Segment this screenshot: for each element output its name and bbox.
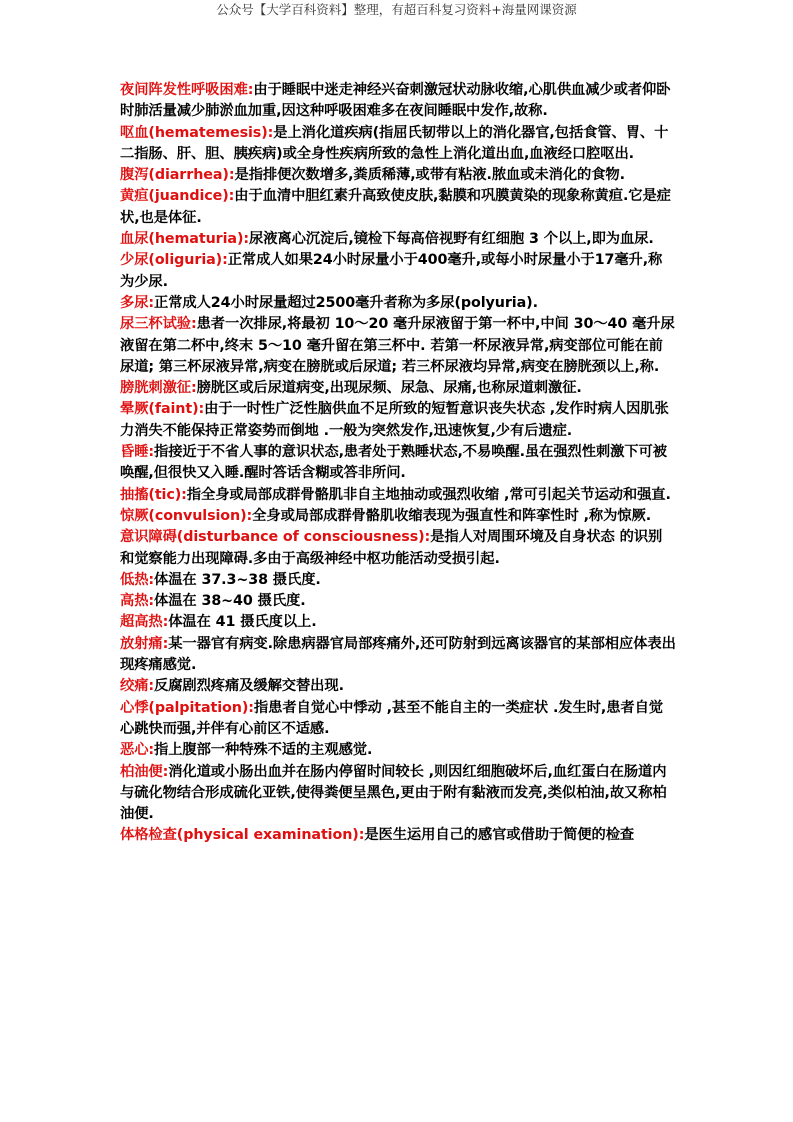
entry-term: 恶心: <box>120 742 155 759</box>
entry-tarry-stool <box>120 762 676 826</box>
entry-term: 少尿(oliguria): <box>120 252 228 269</box>
entry-low-fever <box>120 570 676 591</box>
entry-term: 高热: <box>120 593 155 610</box>
entry-term: 血尿(hematuria): <box>120 231 250 248</box>
entry-term: 超高热: <box>120 614 169 631</box>
entry-definition: 消化道或小肠出血并在肠内停留时间较长 ,则因红细胞破坏后,血红蛋白在肠道内与硫化物结合形成硫化亚铁,使得粪便呈黑色,更由于附有黏液而发亮,类似柏油,故又称柏油便. <box>120 763 667 823</box>
entry-definition: 是上消化道疾病(指屈氏韧带以上的消化器官,包括食管、胃、十二指肠、肝、胆、胰疾病)或全身性疾病所致的急性上消化道出血,血液经口腔呕出. <box>120 124 669 162</box>
entry-colic <box>120 676 676 697</box>
entry-definition: 指接近于不省人事的意识状态,患者处于熟睡状态,不易唤醒.虽在强烈性刺激下可被唤醒,但很快又入睡.醒时答话含糊或答非所问. <box>120 444 667 482</box>
entry-bladder-irritation <box>120 378 676 399</box>
entry-term: 抽搐(tic): <box>120 486 187 503</box>
entry-jaundice <box>120 186 676 229</box>
entry-definition: 指上腹部一种特殊不适的主观感觉. <box>154 742 373 759</box>
entry-definition: 体温在 38~40 摄氏度. <box>154 593 306 610</box>
entry-hematuria <box>120 229 676 250</box>
entry-definition: 由于血清中胆红素升高致使皮肤,黏膜和巩膜黄染的现象称黄疸.它是症状,也是体征. <box>120 188 671 226</box>
entry-term: 尿三杯试验: <box>120 316 197 333</box>
entry-term: 多尿: <box>120 294 155 311</box>
entry-term: 夜间阵发性呼吸困难: <box>120 82 254 98</box>
entry-term: 膀胱刺激征: <box>120 380 197 397</box>
entry-definition: 指全身或局部成群骨骼肌非自主地抽动或强烈收缩 ,常可引起关节运动和强直. <box>186 486 671 503</box>
entry-definition: 某一器官有病变.除患病器官局部疼痛外,还可防射到远离该器官的某部相应体表出现疼痛感觉. <box>120 635 676 674</box>
entry-definition: 是指排便次数增多,粪质稀薄,或带有粘液.脓血或未消化的食物. <box>234 167 625 184</box>
entry-term: 黄疸(juandice): <box>120 188 235 205</box>
entry-definition: 由于一时性广泛性脑供血不足所致的短暂意识丧失状态 ,发作时病人因肌张力消失不能保持正常姿势而倒地 .一般为突然发作,迅速恢复,少有后遗症. <box>120 401 669 439</box>
entry-definition: 正常成人24小时尿量超过2500毫升者称为多尿(polyuria). <box>154 294 538 311</box>
entry-tic <box>120 485 676 506</box>
glossary-content <box>120 80 676 847</box>
entry-hematemesis <box>120 123 676 166</box>
entry-definition: 反腐剧烈疼痛及缓解交替出现. <box>154 678 344 695</box>
entry-term: 柏油便: <box>120 763 169 780</box>
entry-definition: 膀胱区或后尿道病变,出现尿频、尿急、尿痛,也称尿道刺激征. <box>196 380 582 397</box>
entry-paroxysmal-nocturnal-dyspnea <box>120 80 676 123</box>
entry-term: 体格检查(physical examination): <box>120 827 365 844</box>
entry-disturbance-of-consciousness <box>120 527 676 570</box>
entry-definition: 全身或局部成群骨骼肌收缩表现为强直性和阵挛性时 ,称为惊厥. <box>252 507 652 524</box>
entry-term: 晕厥(faint): <box>120 401 205 418</box>
entry-definition: 体温在 41 摄氏度以上. <box>168 614 317 631</box>
top-banner: 公众号【大学百科资料】整理，有超百科复习资料+海量网课资源 <box>216 2 577 17</box>
entry-term: 绞痛: <box>120 678 155 695</box>
entry-term: 低热: <box>120 571 155 588</box>
entry-term: 惊厥(convulsion): <box>120 507 253 524</box>
entry-term: 心悸(palpitation): <box>120 699 254 716</box>
entry-diarrhea <box>120 165 676 186</box>
entry-definition: 是指人对周围环境及自身状态 的识别和觉察能力出现障碍.多由于高级神经中枢功能活动受损引起. <box>120 529 663 567</box>
entry-term: 昏睡: <box>120 444 155 461</box>
entry-definition: 正常成人如果24小时尿量小于400毫升,或每小时尿量小于17毫升,称为少尿. <box>120 252 663 290</box>
entry-term: 放射痛: <box>120 635 169 652</box>
entry-term: 意识障碍(disturbance of consciousness): <box>120 529 431 546</box>
entry-term: 呕血(hematemesis): <box>120 124 274 141</box>
entry-definition: 是医生运用自己的感官或借助于简便的检查 <box>364 827 635 844</box>
entry-convulsion <box>120 506 676 527</box>
entry-term: 腹泻(diarrhea): <box>120 167 235 184</box>
entry-three-glass-test <box>120 314 676 378</box>
entry-faint <box>120 399 676 442</box>
entry-definition: 尿液离心沉淀后,镜检下每高倍视野有红细胞 3 个以上,即为血尿. <box>249 231 654 248</box>
entry-hyperpyrexia <box>120 612 676 633</box>
entry-polyuria <box>120 293 676 314</box>
entry-definition: 由于睡眠中迷走神经兴奋刺激冠状动脉收缩,心肌供血减少或者仰卧时肺活量减少肺淤血加重,因这种呼吸困难多在夜间睡眠中发作,故称. <box>120 82 671 120</box>
entry-definition: 指患者自觉心中悸动 ,甚至不能自主的一类症状 .发生时,患者自觉心跳快而强,并伴有心前区不适感. <box>120 699 663 737</box>
entry-palpitation <box>120 698 676 741</box>
entry-radiating-pain <box>120 634 676 677</box>
entry-physical-examination <box>120 825 676 846</box>
entry-oliguria <box>120 250 676 293</box>
entry-nausea <box>120 740 676 761</box>
entry-definition: 患者一次排尿,将最初 10～20 毫升尿液留于第一杯中,中间 30～40 毫升尿液留在第二杯中,终末 5～10 毫升留在第三杯中. 若第一杯尿液异常,病变部位可能在前尿道; 第三杯尿液异常,病变在膀胱或后尿道; 若三杯尿液均异常,病变在膀胱颈以上,称. <box>120 316 675 375</box>
entry-high-fever <box>120 591 676 612</box>
entry-definition: 体温在 37.3~38 摄氏度. <box>154 571 321 588</box>
entry-lethargy <box>120 442 676 485</box>
